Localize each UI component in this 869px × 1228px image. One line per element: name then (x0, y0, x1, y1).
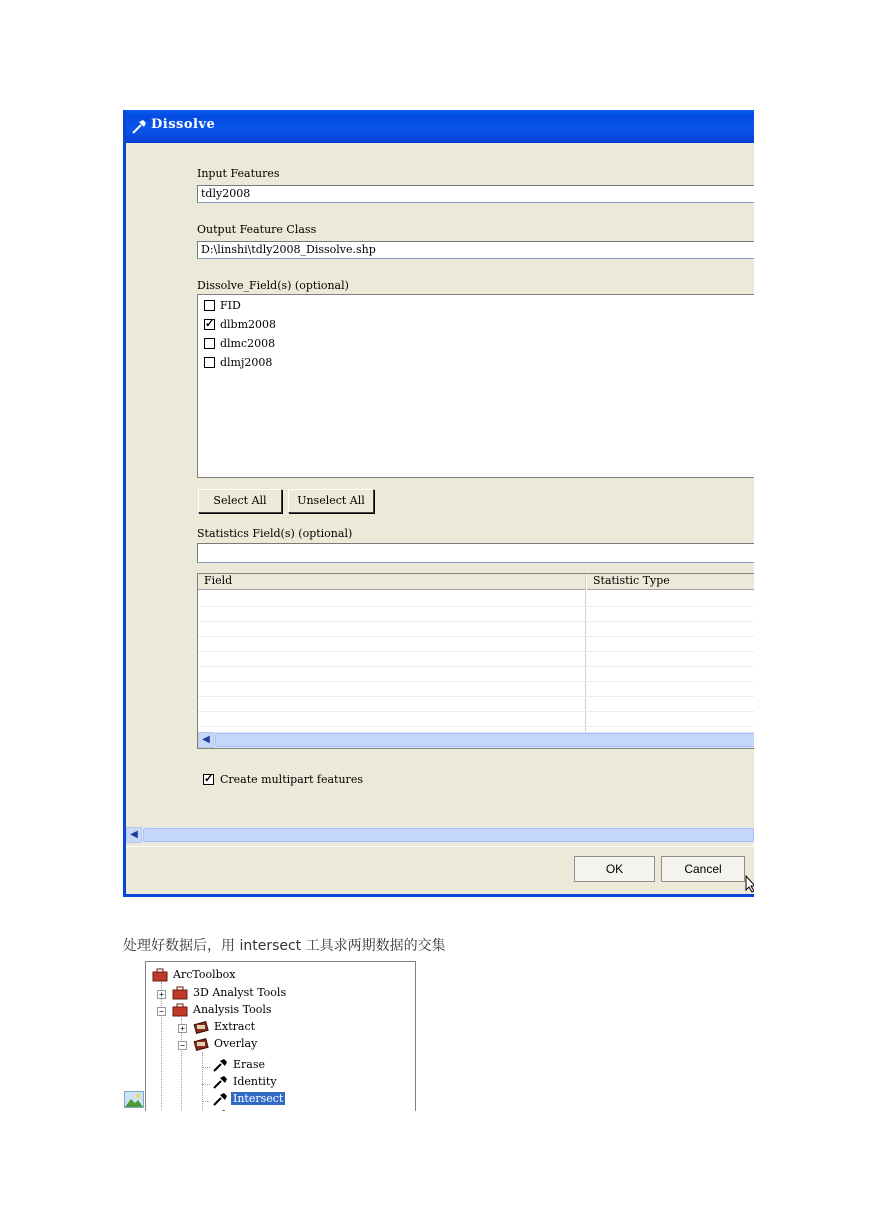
caption-text: 处理好数据后，用 intersect 工具求两期数据的交集 (123, 938, 446, 954)
hammer-icon (212, 1092, 228, 1106)
scroll-thumb[interactable] (215, 733, 754, 747)
tree-label: Analysis Tools (193, 1003, 272, 1016)
title-bar[interactable] (126, 110, 754, 143)
tree-guide-line (202, 1084, 210, 1085)
table-row (198, 666, 754, 667)
tree-label: ArcToolbox (173, 968, 236, 981)
collapse-icon[interactable]: − (178, 1041, 187, 1050)
field-name: dlmc2008 (220, 337, 276, 350)
dialog-title: Dissolve (151, 117, 216, 132)
statistics-field-dropdown[interactable] (197, 543, 754, 563)
output-class-label: Output Feature Class (197, 223, 317, 236)
input-features-field[interactable]: tdly2008 (197, 185, 754, 203)
table-horizontal-scrollbar[interactable] (198, 732, 754, 748)
dialog-horizontal-scrollbar[interactable] (126, 827, 754, 843)
tree-label: Erase (233, 1058, 266, 1071)
table-row (198, 726, 754, 727)
column-header-statistic-type[interactable]: Statistic Type (587, 574, 754, 590)
table-row (198, 621, 754, 622)
collapse-icon[interactable]: − (157, 1007, 166, 1016)
scroll-left-icon[interactable]: ◀ (126, 827, 142, 843)
tree-label: 3D Analyst Tools (193, 986, 287, 999)
column-divider (585, 574, 586, 732)
tree-guide-line (161, 982, 162, 1111)
input-features-label: Input Features (197, 167, 280, 180)
checkbox[interactable] (204, 357, 215, 368)
field-name: FID (220, 299, 241, 312)
checkbox[interactable] (204, 300, 215, 311)
hammer-icon (212, 1075, 228, 1089)
checkbox-checked[interactable] (204, 319, 215, 330)
hammer-icon (130, 118, 148, 136)
toolbox-icon (152, 968, 168, 982)
scroll-left-icon[interactable]: ◀ (198, 732, 214, 748)
toolset-open-icon (193, 1037, 209, 1051)
statistics-label: Statistics Field(s) (optional) (197, 527, 353, 540)
hammer-icon (212, 1109, 228, 1111)
select-all-button[interactable]: Select All (198, 489, 282, 513)
field-name: dlmj2008 (220, 356, 273, 369)
expand-icon[interactable]: + (178, 1024, 187, 1033)
checkbox[interactable] (204, 338, 215, 349)
cancel-button[interactable]: Cancel (661, 856, 745, 882)
scroll-thumb[interactable] (143, 828, 754, 842)
toolbox-icon (172, 1003, 188, 1017)
tree-guide-line (202, 1052, 203, 1111)
button-bar (126, 846, 754, 895)
checkmark-icon: ✓ (204, 772, 214, 785)
expand-icon[interactable]: + (157, 990, 166, 999)
multipart-label: Create multipart features (220, 773, 363, 786)
toolbox-icon (172, 986, 188, 1000)
output-class-field[interactable]: D:\linshi\tdly2008_Dissolve.shp (197, 241, 754, 259)
hammer-icon (212, 1058, 228, 1072)
table-row (198, 636, 754, 637)
statistics-table (197, 573, 754, 749)
dissolve-fields-list (197, 294, 754, 478)
tree-label: Overlay (214, 1037, 258, 1050)
table-row (198, 606, 754, 607)
tree-label-selected: Intersect (233, 1092, 284, 1105)
image-placeholder-icon (124, 1091, 144, 1108)
tree-label: Extract (214, 1020, 256, 1033)
tree-guide-line (202, 1067, 210, 1068)
arctoolbox-tree (145, 961, 416, 1111)
column-header-field[interactable]: Field (198, 574, 586, 590)
dissolve-fields-label: Dissolve_Field(s) (optional) (197, 279, 349, 292)
toolset-icon (193, 1020, 209, 1034)
mouse-cursor-icon (745, 875, 754, 893)
table-row (198, 651, 754, 652)
ok-button[interactable]: OK (574, 856, 655, 882)
tree-label: Identity (233, 1075, 277, 1088)
table-row (198, 711, 754, 712)
unselect-all-button[interactable]: Unselect All (288, 489, 374, 513)
field-name: dlbm2008 (220, 318, 277, 331)
table-row (198, 696, 754, 697)
checkbox-checked[interactable] (203, 774, 214, 785)
tree-guide-line (202, 1101, 210, 1102)
table-row (198, 681, 754, 682)
checkmark-icon: ✓ (205, 317, 215, 330)
dissolve-dialog (123, 110, 754, 897)
